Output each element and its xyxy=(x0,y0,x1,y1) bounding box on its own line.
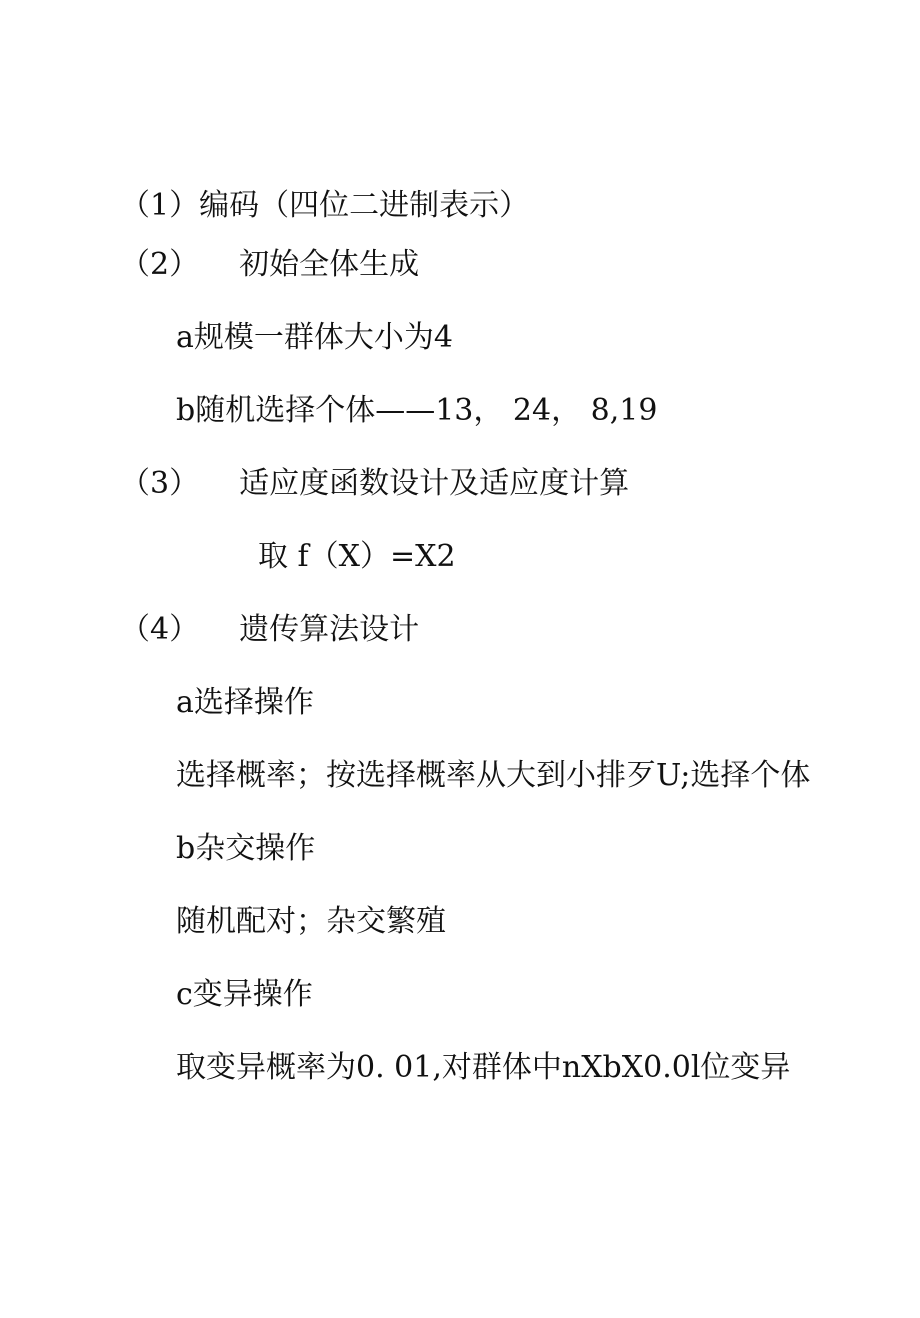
item-text: c变异操作 xyxy=(176,977,313,1012)
item-selection-operation xyxy=(176,683,314,723)
item-text: a规模一群体大小为4 xyxy=(176,320,453,355)
item-text: 随机配对；杂交繁殖 xyxy=(176,904,446,939)
heading-ga-design xyxy=(120,610,419,650)
item-text: a选择操作 xyxy=(176,685,314,720)
crossover-description xyxy=(176,902,446,942)
mutation-description xyxy=(176,1048,790,1088)
item-random-selection xyxy=(176,391,657,431)
heading-initial-population xyxy=(120,245,419,285)
item-population-scale xyxy=(176,318,453,358)
item-crossover-operation xyxy=(176,829,315,869)
heading-number: （4） xyxy=(120,612,200,647)
formula-text: 取 f（X）=X2 xyxy=(258,539,456,574)
item-text: b随机选择个体——13， 24， 8,19 xyxy=(176,393,658,428)
heading-title: 适应度函数设计及适应度计算 xyxy=(239,466,630,501)
item-text: 取变异概率为0. 01,对群体中nXbX0.0l位变异 xyxy=(176,1050,791,1085)
heading-fitness-function xyxy=(120,464,629,504)
item-text: 选择概率；按选择概率从大到小排歹U;选择个体 xyxy=(176,758,811,793)
item-text: b杂交操作 xyxy=(176,831,316,866)
heading-number: （3） xyxy=(120,466,200,501)
heading-encoding xyxy=(120,186,529,226)
heading-title: 初始全体生成 xyxy=(239,247,420,282)
selection-description xyxy=(176,756,810,796)
heading-encoding-text: （1）编码（四位二进制表示） xyxy=(120,188,530,223)
formula-fitness xyxy=(258,537,456,577)
heading-title: 遗传算法设计 xyxy=(239,612,420,647)
heading-number: （2） xyxy=(120,247,200,282)
item-mutation-operation xyxy=(176,975,313,1015)
